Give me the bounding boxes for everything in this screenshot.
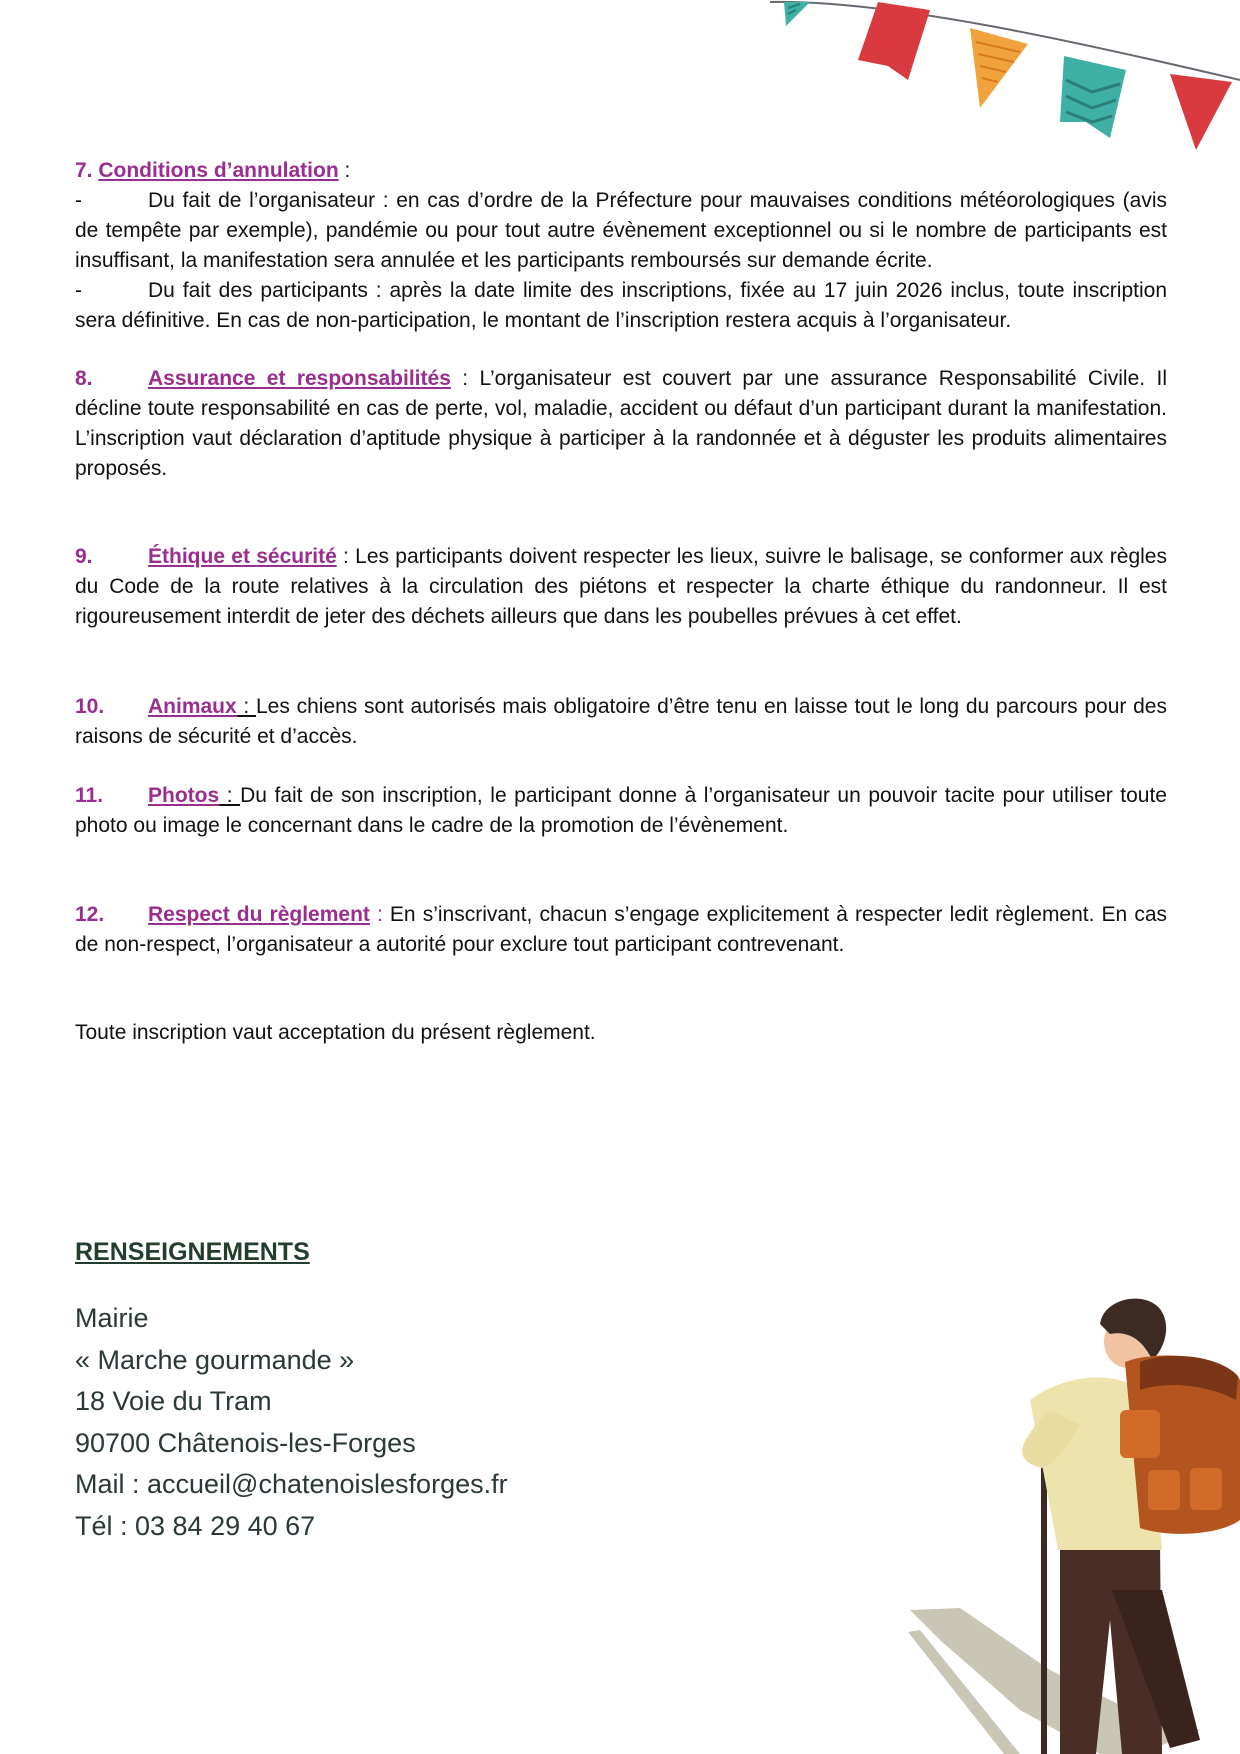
section-number: 9. — [75, 545, 93, 568]
info-title: RENSEIGNEMENTS — [75, 1238, 310, 1266]
section-number: 11. — [75, 784, 104, 807]
section-title: Photos — [148, 784, 220, 807]
info-line-email: Mail : accueil@chatenoislesforges.fr — [75, 1469, 508, 1499]
info-line-street: 18 Voie du Tram — [75, 1386, 272, 1416]
section-text: Du fait de son inscription, le participant donne à l’organisateur un pouvoir tacite pour utiliser toute photo ou image le concernant dans le cadre de la promotion de l’évènement. — [75, 784, 1167, 837]
bunting-flags — [770, 0, 1240, 160]
info-line-phone: Tél : 03 84 29 40 67 — [75, 1510, 316, 1541]
bullet-marker: - — [75, 189, 82, 212]
section-text: Les participants doivent respecter les lieux, suivre le balisage, se conformer aux règles du Code de la route relatives à la circulation des piétons et respecter la charte éthique du randonneur. Il est rigoureusement interdit de jeter des déchets ailleurs que dans les poubelles prévues à cet effet. — [75, 545, 1167, 628]
info-line-event: « Marche gourmande » — [75, 1344, 355, 1375]
section-title: Respect du règlement — [148, 903, 370, 926]
section-12 — [75, 900, 1167, 960]
bullet-text: Du fait de l’organisateur : en cas d’ordre de la Préfecture pour mauvaises conditions météorologiques (avis de tempête par exemple), pandémie ou pour tout autre évènement exceptionnel ou si le nombre de participants est insuffisant, la manifestation sera annulée et les participants remboursés sur demande écrite. — [75, 189, 1167, 272]
section-number: 8. — [75, 367, 93, 390]
section-separator: : — [369, 903, 390, 926]
section-8 — [75, 364, 1167, 484]
section-separator: : — [219, 784, 241, 807]
bullet-marker: - — [75, 279, 82, 302]
section-separator: : — [450, 367, 480, 390]
section-11 — [75, 781, 1167, 841]
section-number: 12. — [75, 903, 105, 926]
section-title: Conditions d’annulation — [98, 159, 339, 182]
section-number: 10. — [75, 695, 105, 718]
section-text: Les chiens sont autorisés mais obligatoire d’être tenu en laisse tout le long du parcours pour des raisons de sécurité et d’accès. — [75, 695, 1167, 748]
section-title: Assurance et responsabilités — [148, 367, 451, 390]
hiker-illustration — [900, 1290, 1240, 1754]
bullet-text: Du fait des participants : après la date limite des inscriptions, fixée au 17 juin 2026 inclus, toute inscription sera définitive. En cas de non-participation, le montant de l’inscription restera acquis à l’organisateur. — [75, 279, 1167, 332]
section-separator: : — [338, 159, 351, 182]
section-10 — [75, 692, 1167, 752]
section-separator: : — [236, 695, 256, 718]
section-text: En s’inscrivant, chacun s’engage explicitement à respecter ledit règlement. En cas de non-respect, l’organisateur a autorité pour exclure tout participant contrevenant. — [75, 903, 1167, 956]
bullet-item — [75, 186, 1167, 276]
section-number: 7. — [75, 159, 93, 182]
section-text: L’organisateur est couvert par une assurance Responsabilité Civile. Il décline toute responsabilité en cas de perte, vol, maladie, accident ou défaut d’un participant durant la manifestation. L’inscription vaut déclaration d’aptitude physique à participer à la randonnée et à déguster les produits alimentaires proposés. — [75, 367, 1167, 480]
section-9 — [75, 542, 1167, 632]
info-line-city: 90700 Châtenois-les-Forges — [75, 1427, 416, 1458]
contact-info — [75, 1236, 508, 1547]
closing-statement: Toute inscription vaut acceptation du présent règlement. — [75, 1021, 596, 1044]
section-7 — [75, 156, 1167, 336]
section-separator: : — [336, 545, 356, 568]
info-line-organization: Mairie — [75, 1303, 149, 1333]
regulation-content — [75, 156, 1167, 1048]
section-title: Animaux — [148, 695, 237, 718]
section-title: Éthique et sécurité — [148, 545, 337, 568]
bullet-item — [75, 276, 1167, 336]
